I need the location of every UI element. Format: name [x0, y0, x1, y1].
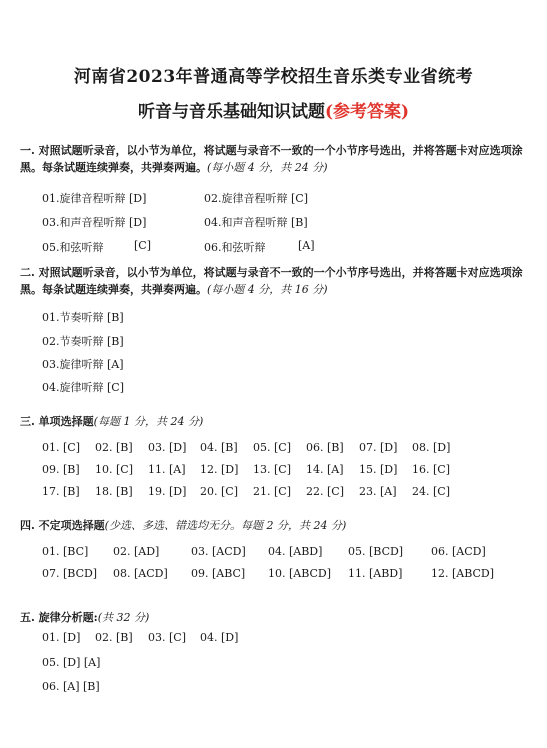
s1-item-06: 06.和弦听辩 [204, 241, 266, 254]
s3-answer: 08. [D] [412, 441, 451, 454]
s3-answer: 05. [C] [253, 441, 291, 454]
s3-answer: 02. [B] [95, 441, 133, 454]
s4-answer: 12. [ABCD] [431, 567, 495, 580]
s4-answer: 10. [ABCD] [268, 567, 332, 580]
section-2-heading: 二. 对照试题听录音，以小节为单位，将试题与录音不一致的一个小节序号选出，并将答题卡对应选项涂黑。每条试题连续弹奏，共弹奏两遍。(每小题 4 分，共 16 分) [20, 266, 523, 296]
section-5-heading: 五. 旋律分析题:(共 32 分) [20, 611, 150, 624]
s5-answer-01: 01. [D] [42, 631, 81, 644]
s1-item-02: 02.旋律音程听辩 [C] [204, 192, 308, 205]
s3-answer: 20. [C] [200, 485, 238, 498]
s5-answer-04: 04. [D] [200, 631, 239, 644]
section-1-heading: 一. 对照试题听录音，以小节为单位，将试题与录音不一致的一个小节序号选出，并将答题卡对应选项涂黑。每条试题连续弹奏，共弹奏两遍。(每小题 4 分，共 24 分) [20, 144, 523, 174]
s2-item-03: 03.旋律听辩 [A] [42, 358, 124, 371]
s2-item-02: 02.节奏听辩 [B] [42, 335, 124, 348]
title-line-2 [0, 97, 547, 122]
section-3-note: (每题 1 分，共 24 分) [93, 415, 204, 428]
s1-item-05-answer: [C] [134, 239, 151, 252]
title-main: 听音与音乐基础知识试题 [137, 102, 325, 122]
s4-answer: 01. [BC] [42, 545, 89, 558]
section-3-heading: 三. 单项选择题(每题 1 分，共 24 分) [20, 415, 204, 428]
s4-answer: 03. [ACD] [191, 545, 246, 558]
s1-item-04: 04.和声音程听辩 [B] [204, 216, 308, 229]
s3-answer: 01. [C] [42, 441, 80, 454]
s3-answer: 23. [A] [359, 485, 397, 498]
title-accent: (参考答案) [324, 102, 410, 122]
s4-answer: 04. [ABD] [268, 545, 323, 558]
s3-answer: 14. [A] [306, 463, 344, 476]
section-4-heading: 四. 不定项选择题(少选、多选、错选均无分。每题 2 分，共 24 分) [20, 519, 347, 532]
s3-answer: 12. [D] [200, 463, 239, 476]
s4-answer: 08. [ACD] [113, 567, 168, 580]
s5-answer-06: 06. [A] [B] [42, 680, 100, 693]
s4-answer: 06. [ACD] [431, 545, 486, 558]
s3-answer: 18. [B] [95, 485, 133, 498]
s3-answer: 19. [D] [148, 485, 187, 498]
s3-answer: 07. [D] [359, 441, 398, 454]
s3-answer: 03. [D] [148, 441, 187, 454]
s3-answer: 04. [B] [200, 441, 238, 454]
s3-answer: 10. [C] [95, 463, 133, 476]
s3-answer: 15. [D] [359, 463, 398, 476]
s1-item-03: 03.和声音程听辩 [D] [42, 216, 147, 229]
s1-item-01: 01.旋律音程听辩 [D] [42, 192, 147, 205]
section-5-note: (共 32 分) [97, 611, 150, 624]
s4-answer: 11. [ABD] [348, 567, 403, 580]
s1-item-05: 05.和弦听辩 [42, 241, 104, 254]
s2-item-01: 01.节奏听辩 [B] [42, 311, 124, 324]
section-4-note: (少选、多选、错选均无分。每题 2 分，共 24 分) [104, 519, 347, 532]
s3-answer: 13. [C] [253, 463, 291, 476]
s3-answer: 22. [C] [306, 485, 344, 498]
s2-item-04: 04.旋律听辩 [C] [42, 381, 124, 394]
section-2-note: (每小题 4 分，共 16 分) [207, 283, 328, 296]
section-1-note: (每小题 4 分，共 24 分) [207, 161, 328, 174]
s5-answer-03: 03. [C] [148, 631, 186, 644]
s5-answer-02: 02. [B] [95, 631, 133, 644]
s5-answer-05: 05. [D] [A] [42, 656, 101, 669]
s3-answer: 09. [B] [42, 463, 80, 476]
s4-answer: 09. [ABC] [191, 567, 246, 580]
s4-answer: 05. [BCD] [348, 545, 404, 558]
s4-answer: 02. [AD] [113, 545, 160, 558]
s3-answer: 16. [C] [412, 463, 450, 476]
s3-answer: 17. [B] [42, 485, 80, 498]
title-line-1: 河南省2023年普通高等学校招生音乐类专业省统考 [73, 67, 474, 87]
s3-answer: 21. [C] [253, 485, 291, 498]
s3-answer: 24. [C] [412, 485, 450, 498]
s3-answer: 06. [B] [306, 441, 344, 454]
s3-answer: 11. [A] [148, 463, 186, 476]
s4-answer: 07. [BCD] [42, 567, 98, 580]
s1-item-06-answer: [A] [298, 239, 315, 252]
